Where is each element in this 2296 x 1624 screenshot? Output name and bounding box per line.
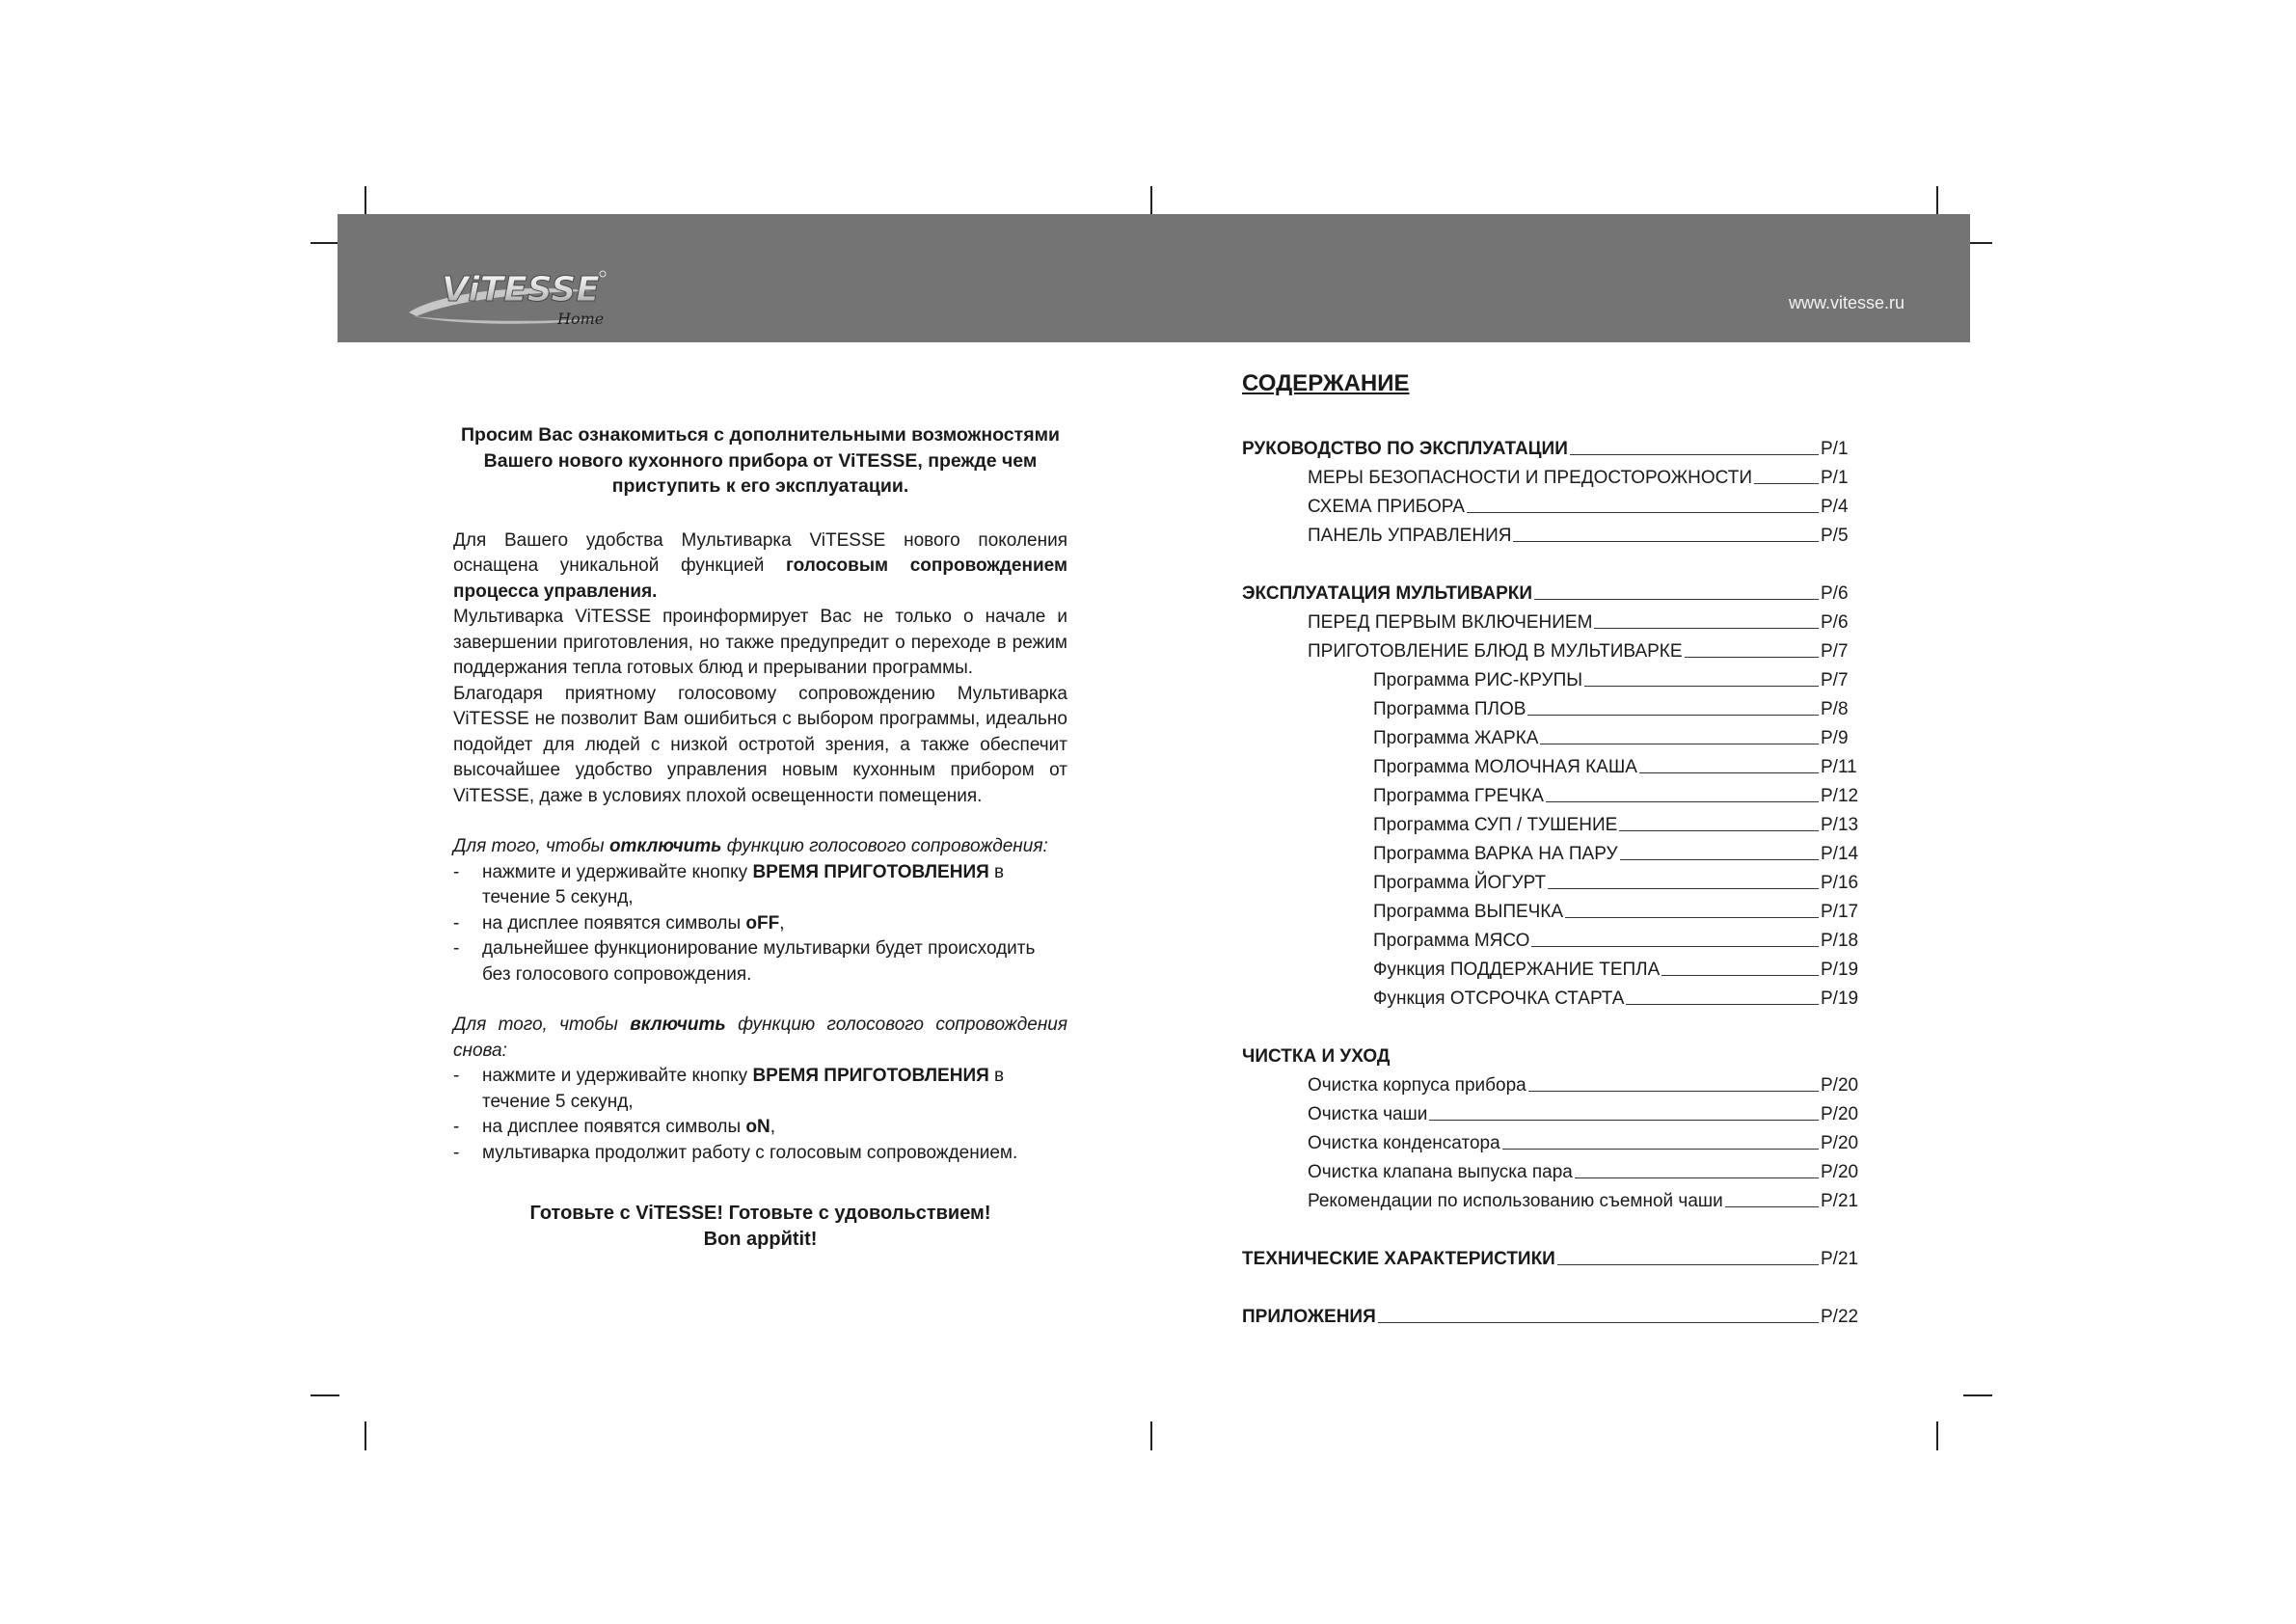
toc-page-number: P/4	[1821, 497, 1849, 517]
toc-page-number: P/19	[1821, 960, 1859, 980]
toc-entry[interactable]	[1242, 691, 1857, 720]
toc-page-number: P/5	[1821, 526, 1849, 546]
toc-page-number: P/22	[1821, 1307, 1859, 1327]
toc-entry[interactable]	[1242, 605, 1857, 634]
toc-entry[interactable]	[1242, 836, 1857, 865]
list-item: - нажмите и удерживайте кнопку ВРЕМЯ ПРИГОТОВЛЕНИЯ в течение 5 секунд,	[453, 1066, 1005, 1112]
toc-entry-title: ПРИЛОЖЕНИЯ	[1242, 1307, 1376, 1327]
toc-page-number: P/9	[1821, 728, 1849, 748]
vitesse-logo	[403, 262, 644, 330]
toc-page-number: P/21	[1821, 1249, 1859, 1269]
toc-page-number: P/6	[1821, 583, 1849, 604]
disable-voice-lead: Для того, чтобы отключить функцию голосового сопровождения:	[453, 836, 1048, 856]
crop-mark	[1150, 1421, 1152, 1450]
toc-page-number: P/19	[1821, 988, 1859, 1009]
toc-leader-line	[1565, 917, 1819, 918]
toc-entry[interactable]	[1242, 489, 1857, 518]
toc-page-number: P/18	[1821, 931, 1859, 951]
toc-entry-title: РУКОВОДСТВО ПО ЭКСПЛУАТАЦИИ	[1242, 439, 1568, 459]
toc-leader-line	[1378, 1322, 1819, 1323]
toc-entry[interactable]	[1242, 952, 1857, 981]
toc-entry[interactable]	[1242, 720, 1857, 749]
toc-entry[interactable]	[1242, 923, 1857, 952]
toc-leader-line	[1661, 975, 1819, 976]
toc-entry[interactable]	[1242, 981, 1857, 1010]
crop-mark	[1936, 1421, 1938, 1450]
toc-leader-line	[1429, 1120, 1819, 1121]
toc-entry-title: Программа ГРЕЧКА	[1373, 786, 1544, 806]
toc-entry-title: ЧИСТКА И УХОД	[1242, 1046, 1391, 1067]
toc-page-number: P/7	[1821, 641, 1849, 662]
toc-leader-line	[1528, 1091, 1819, 1092]
toc-leader-line	[1467, 512, 1819, 513]
toc-page-number: P/21	[1821, 1191, 1859, 1211]
toc-page-number: P/6	[1821, 612, 1849, 633]
toc-leader-line	[1548, 888, 1819, 889]
toc-page-number: P/20	[1821, 1162, 1859, 1182]
toc-page-number: P/17	[1821, 902, 1859, 922]
toc-entry[interactable]	[1242, 1068, 1857, 1096]
toc-entry[interactable]	[1242, 634, 1857, 663]
toc-entry-title: МЕРЫ БЕЗОПАСНОСТИ И ПРЕДОСТОРОЖНОСТИ	[1308, 468, 1753, 488]
toc-leader-line	[1575, 1177, 1819, 1178]
list-item: - дальнейшее функционирование мультиварки будет происходить без голосового сопровождения.	[453, 938, 1036, 985]
toc-entry[interactable]	[1242, 807, 1857, 836]
toc-leader-line	[1626, 1004, 1819, 1005]
toc-leader-line	[1639, 772, 1819, 773]
toc-entry[interactable]	[1242, 894, 1857, 923]
website-link[interactable]: www.vitesse.ru	[1788, 293, 1904, 312]
toc-leader-line	[1502, 1149, 1819, 1150]
toc-entry[interactable]	[1242, 749, 1857, 778]
enable-voice-steps	[453, 1064, 1067, 1166]
toc-leader-line	[1725, 1206, 1819, 1207]
toc-entry[interactable]	[1242, 1299, 1857, 1328]
toc-leader-line	[1570, 454, 1819, 455]
toc-leader-line	[1531, 946, 1819, 947]
toc-leader-line	[1513, 541, 1819, 542]
toc-entry-title: ПАНЕЛЬ УПРАВЛЕНИЯ	[1308, 526, 1512, 546]
list-item: - нажмите и удерживайте кнопку ВРЕМЯ ПРИГОТОВЛЕНИЯ в течение 5 секунд,	[453, 861, 1005, 907]
voice-guidance-section	[453, 422, 1067, 1253]
svg-text:ViTESSE: ViTESSE	[442, 270, 600, 310]
toc-title: СОДЕРЖАНИЕ	[1242, 370, 1410, 396]
toc-entry-title: Рекомендации по использованию съемной чаши	[1308, 1191, 1723, 1211]
toc-leader-line	[1546, 801, 1819, 802]
toc-leader-line	[1754, 483, 1819, 484]
toc-leader-line	[1557, 1264, 1819, 1265]
toc-entry-title: Очистка чаши	[1308, 1104, 1428, 1124]
toc-page-number: P/8	[1821, 699, 1849, 719]
toc-page-number: P/20	[1821, 1075, 1859, 1096]
toc-entry-title: ПРИГОТОВЛЕНИЕ БЛЮД В МУЛЬТИВАРКЕ	[1308, 641, 1683, 662]
toc-entry-title: Программа ВЫПЕЧКА	[1373, 902, 1564, 922]
disable-voice-steps	[453, 860, 1067, 988]
toc-leader-line	[1685, 657, 1819, 658]
intro-paragraph-1: Для Вашего удобства Мультиварка ViTESSE нового поколения оснащена уникальной функцией голосовым сопровождением процесса управления.	[453, 529, 1067, 602]
toc-entry-title: Программа ВАРКА НА ПАРУ	[1373, 844, 1618, 864]
crop-mark	[311, 242, 339, 244]
toc-entry[interactable]	[1242, 865, 1857, 894]
toc-leader-line	[1584, 686, 1819, 687]
toc-entry[interactable]	[1242, 1154, 1857, 1183]
toc-leader-line	[1594, 628, 1819, 629]
toc-leader-line	[1527, 715, 1819, 716]
toc-entry-title: Программа СУП / ТУШЕНИЕ	[1373, 815, 1618, 835]
toc-entry-title: СХЕМА ПРИБОРА	[1308, 497, 1465, 517]
toc-entry-title: Очистка корпуса прибора	[1308, 1075, 1526, 1096]
toc-leader-line	[1534, 599, 1819, 600]
toc-entry[interactable]	[1242, 431, 1857, 460]
header-banner	[338, 214, 1970, 342]
intro-paragraph-2: Мультиварка ViTESSE проинформирует Вас не только о начале и завершении приготовления, но также предупредит о переходе в режим поддержания тепла готовых блюд и прерывании программы.	[453, 607, 1067, 678]
crop-mark	[365, 1421, 366, 1450]
intro-title: Просим Вас ознакомиться с дополнительными возможностями Вашего нового кухонного прибора от ViTESSE, прежде чем приступить к его эксплуатации.	[461, 424, 1060, 497]
toc-entry-title: Программа МОЛОЧНАЯ КАША	[1373, 757, 1637, 777]
toc-entry-title: Функция ПОДДЕРЖАНИЕ ТЕПЛА	[1373, 960, 1661, 980]
list-item: - на дисплее появятся символы oN,	[453, 1117, 776, 1137]
toc-page-number: P/7	[1821, 670, 1849, 690]
svg-text:Home: Home	[557, 310, 605, 328]
toc-entry-title: Программа РИС-КРУПЫ	[1373, 670, 1583, 690]
toc-entry-title: Функция ОТСРОЧКА СТАРТА	[1373, 988, 1625, 1009]
toc-entry[interactable]	[1242, 663, 1857, 691]
intro-paragraph-3: Благодаря приятному голосовому сопровождению Мультиварка ViTESSE не позволит Вам ошибиться с выбором программы, идеально подойдет для людей с низкой остротой зрения, а также обеспечит высочайшее удобство управления новым кухонным прибором от ViTESSE, даже в условиях плохой освещенности помещения.	[453, 683, 1067, 806]
toc-page-number: P/1	[1821, 468, 1849, 488]
enable-voice-lead: Для того, чтобы включить функцию голосового сопровождения снова:	[453, 1015, 1067, 1061]
crop-mark	[311, 1394, 339, 1396]
toc-entry[interactable]	[1242, 778, 1857, 807]
toc-entry-title: Программа ПЛОВ	[1373, 699, 1526, 719]
toc-page-number: P/14	[1821, 844, 1859, 864]
table-of-contents	[1242, 370, 1859, 1327]
toc-entry[interactable]	[1242, 576, 1857, 605]
toc-entry[interactable]	[1242, 1183, 1857, 1212]
toc-page-number: P/20	[1821, 1104, 1859, 1124]
toc-page-number: P/12	[1821, 786, 1859, 806]
list-item: - на дисплее появятся символы oFF,	[453, 912, 785, 934]
crop-mark	[1936, 186, 1938, 215]
toc-entry-title: Программа ЙОГУРТ	[1373, 873, 1547, 893]
toc-entry[interactable]	[1242, 460, 1857, 489]
toc-entry[interactable]	[1242, 1241, 1857, 1270]
toc-entry-title: ТЕХНИЧЕСКИЕ ХАРАКТЕРИСТИКИ	[1242, 1249, 1555, 1269]
toc-leader-line	[1620, 859, 1819, 860]
toc-entry[interactable]	[1242, 518, 1857, 547]
crop-mark	[1963, 1394, 1992, 1396]
toc-leader-line	[1619, 830, 1819, 831]
crop-mark	[1150, 186, 1152, 215]
toc-page-number: P/1	[1821, 439, 1849, 459]
toc-page-number: P/13	[1821, 815, 1859, 835]
toc-page-number: P/20	[1821, 1133, 1859, 1153]
toc-entry[interactable]	[1242, 1039, 1857, 1068]
toc-page-number: P/11	[1821, 757, 1857, 777]
toc-entry-title: ЭКСПЛУАТАЦИЯ МУЛЬТИВАРКИ	[1242, 583, 1533, 604]
toc-entry[interactable]	[1242, 1096, 1857, 1125]
crop-mark	[365, 186, 366, 215]
toc-entry-title: Программа ЖАРКА	[1373, 728, 1539, 748]
toc-entry-title: Программа МЯСО	[1373, 931, 1530, 951]
toc-entry[interactable]	[1242, 1125, 1857, 1154]
toc-page-number: P/16	[1821, 873, 1859, 893]
list-item: - мультиварка продолжит работу с голосовым сопровождением.	[453, 1142, 1018, 1163]
closing-slogan: Готовьте с ViTESSE! Готовьте с удовольствием! Bon appйtit!	[529, 1203, 991, 1250]
toc-entry-title: Очистка конденсатора	[1308, 1133, 1500, 1153]
toc-entry-title: Очистка клапана выпуска пара	[1308, 1162, 1573, 1182]
toc-entry-title: ПЕРЕД ПЕРВЫМ ВКЛЮЧЕНИЕМ	[1308, 612, 1593, 633]
